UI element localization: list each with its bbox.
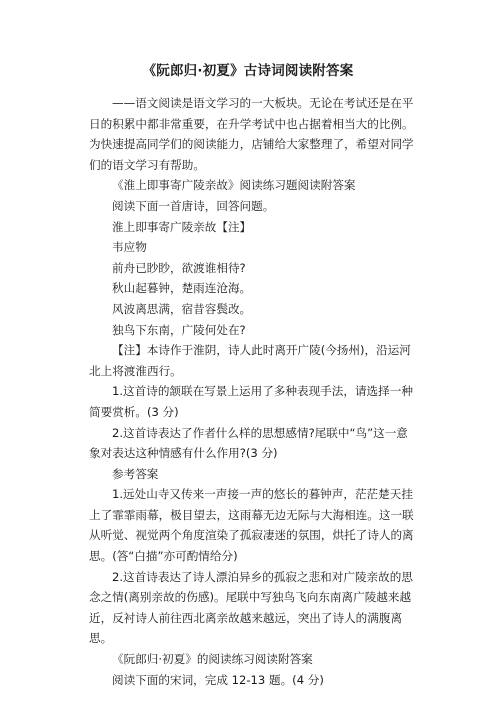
section-heading-2: 《阮郎归·初夏》的阅读练习阅读附答案 — [112, 652, 313, 667]
intro-paragraph: ——语文阅读是语文学习的一大板块。无论在考试还是在平日的积累中都非常重要，在升学考试中也占据着相当大的比例。为快速提高同学们的阅读能力，店铺给大家整理了，希望对同学们的语文学习有帮助。 — [89, 96, 414, 172]
poem-note: 【注】本诗作于淮阴，诗人此时离开广陵(今扬州)，沿运河北上将渡淮西行。 — [89, 343, 411, 378]
poem-title: 淮上即事寄广陵亲故【注】 — [112, 219, 252, 234]
answer-1: 1.远处山寺又传来一声接一声的悠长的暮钟声，茫茫楚天挂上了霏霏雨幕，极目望去，这雨幕无边无际与大海相连。这一联从听觉、视觉两个角度渲染了孤寂凄迷的氛围，烘托了诗人的离思。(答“白描”亦可酌情给分) — [89, 487, 414, 564]
poem-line: 前舟已眇眇，欲渡谁相待? — [112, 260, 246, 275]
question-2: 2.这首诗表达了作者什么样的思想感情?尾联中“鸟”这一意象对表达这种情感有什么作用?(3 分) — [89, 425, 408, 461]
instruction-text: 阅读下面一首唐诗，回答问题。 — [112, 198, 275, 213]
section-heading: 《淮上即事寄广陵亲故》阅读练习题阅读附答案 — [112, 178, 356, 193]
question-1: 1.这首诗的颔联在写景上运用了多种表现手法，请选择一种简要赏析。(3 分) — [89, 384, 413, 419]
instruction-text-2: 阅读下面的宋词，完成 12-13 题。(4 分) — [112, 672, 324, 687]
poem-line: 独鸟下东南，广陵何处在? — [112, 322, 246, 337]
answer-2: 2.这首诗表达了诗人漂泊异乡的孤寂之悲和对广陵亲故的思念之情(离别亲故的伤感)。尾联中写独鸟飞向东南离广陵越来越近，反衬诗人前往西北离亲故越来越远，突出了诗人的满腹离思。 — [89, 569, 413, 646]
poem-line: 风波离思满，宿昔容鬓改。 — [112, 301, 252, 316]
poem-author: 韦应物 — [112, 240, 147, 255]
poem-line: 秋山起暮钟，楚雨连沧海。 — [112, 281, 252, 296]
document-title: 《阮郎归·初夏》古诗词阅读附答案 — [142, 63, 354, 79]
answer-heading: 参考答案 — [112, 466, 159, 481]
document-body — [89, 93, 419, 690]
